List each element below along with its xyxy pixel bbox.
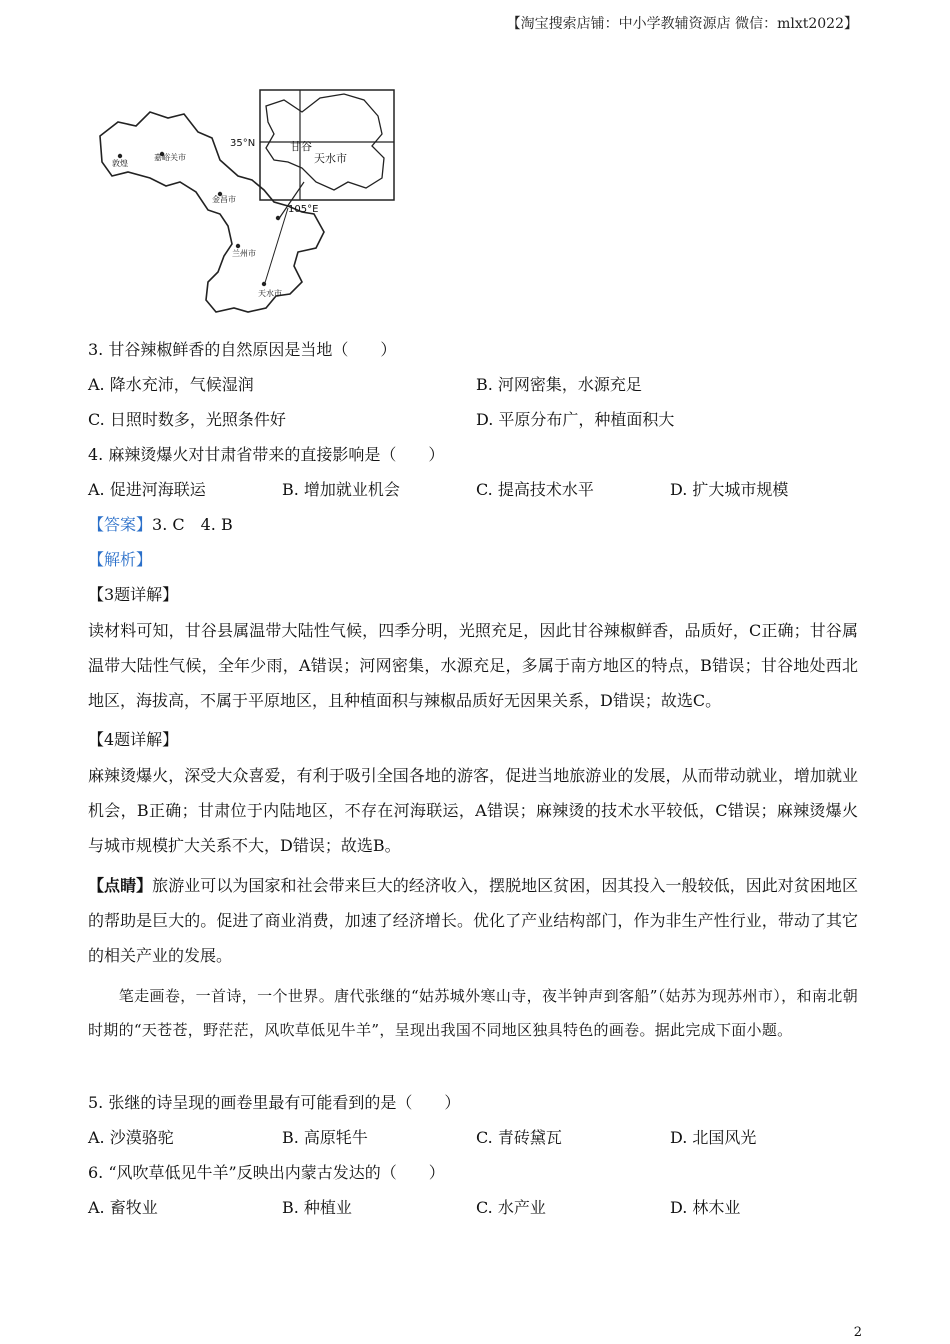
q4-option-b: B. 增加就业机会 (282, 480, 400, 499)
page-number: 2 (853, 1325, 862, 1340)
gansu-map-graphic (88, 86, 400, 318)
tip-text: 旅游业可以为国家和社会带来巨大的经济收入，摆脱地区贫困，因其投入一般较低，因此对贫困地区的帮助是巨大的。促进了商业消费，加速了经济增长。优化了产业结构部门，作为非生产性行业，带动了其它的相关产业的发展。 (88, 876, 858, 965)
tip-label: 【点睛】 (88, 876, 153, 895)
detail3-title: 【3题详解】 (88, 585, 179, 604)
answer-line (88, 515, 233, 535)
detail4-title: 【4题详解】 (88, 730, 179, 749)
q3-option-b: B. 河网密集，水源充足 (476, 375, 642, 394)
answer-text: 3. C 4. B (152, 515, 233, 534)
q5-option-a: A. 沙漠骆驼 (88, 1128, 174, 1147)
detail3-text: 读材料可知，甘谷县属温带大陆性气候，四季分明，光照充足，因此甘谷辣椒鲜香，品质好，C正确；甘谷属温带大陆性气候，全年少雨，A错误；河网密集，水源充足，多属于南方地区的特点，B错误；甘谷地处西北地区，海拔高，不属于平原地区，且种植面积与辣椒品质好无因果关系，D错误；故选C。 (88, 621, 858, 710)
lon-label: 105°E (288, 204, 319, 215)
lat-label: 35°N (230, 138, 256, 149)
city-label-jiayuguan: 嘉峪关市 (154, 153, 186, 162)
q3-option-c: C. 日照时数多，光照条件好 (88, 410, 286, 429)
q4-option-a: A. 促进河海联运 (88, 480, 206, 499)
city-label-gangu: 甘谷 (290, 140, 312, 153)
city-label-lanzhou: 兰州市 (232, 249, 256, 258)
q4-stem: 4. 麻辣烫爆火对甘肃省带来的直接影响是（ ） (88, 445, 445, 464)
detail4-text: 麻辣烫爆火，深受大众喜爱，有利于吸引全国各地的游客，促进当地旅游业的发展，从而带动就业，增加就业机会，B正确；甘肃位于内陆地区，不存在河海联运，A错误；麻辣烫的技术水平较低，C错误；麻辣烫爆火与城市规模扩大关系不大，D错误；故选B。 (88, 766, 858, 855)
q6-option-a: A. 畜牧业 (88, 1198, 158, 1217)
q6-option-b: B. 种植业 (282, 1198, 352, 1217)
q6-option-d: D. 林木业 (670, 1198, 741, 1217)
city-dot (118, 154, 122, 158)
q6-option-c: C. 水产业 (476, 1198, 546, 1217)
passage: 笔走画卷，一首诗，一个世界。唐代张继的“姑苏城外寒山寺，夜半钟声到客船”（姑苏为现苏州市），和南北朝时期的“天苍苍，野茫茫，风吹草低见牛羊”，呈现出我国不同地区独具特色的画卷。据此完成下面小题。 (88, 987, 858, 1039)
city-label-jinchang: 金昌市 (212, 195, 236, 204)
tip-block (88, 868, 858, 973)
city-label-tianshui-small: 天水市 (258, 289, 282, 298)
pointer-line-2 (264, 208, 288, 286)
gansu-map (88, 86, 400, 318)
q4-option-c: C. 提高技术水平 (476, 480, 594, 499)
q3-option-a: A. 降水充沛，气候湿润 (88, 375, 254, 394)
analysis-label: 【解析】 (88, 550, 153, 569)
q3-option-d: D. 平原分布广，种植面积大 (476, 410, 675, 429)
q5-option-d: D. 北国风光 (670, 1128, 757, 1147)
city-label-dunhuang: 敦煌 (112, 159, 128, 168)
q4-option-d: D. 扩大城市规模 (670, 480, 789, 499)
city-dot (276, 216, 280, 220)
q5-option-b: B. 高原牦牛 (282, 1128, 368, 1147)
q6-stem: 6. “风吹草低见牛羊”反映出内蒙古发达的（ ） (88, 1163, 445, 1182)
city-dot (236, 244, 240, 248)
answer-label: 【答案】 (88, 515, 153, 534)
q5-stem: 5. 张继的诗呈现的画卷里最有可能看到的是（ ） (88, 1093, 461, 1112)
q5-option-c: C. 青砖黛瓦 (476, 1128, 562, 1147)
page-header: 【淘宝搜索店铺：中小学教辅资源店 微信：mlxt2022】 (506, 16, 858, 32)
city-label-tianshui-zoom: 天水市 (314, 152, 347, 165)
city-dot (262, 282, 266, 286)
q3-stem: 3. 甘谷辣椒鲜香的自然原因是当地（ ） (88, 340, 397, 359)
